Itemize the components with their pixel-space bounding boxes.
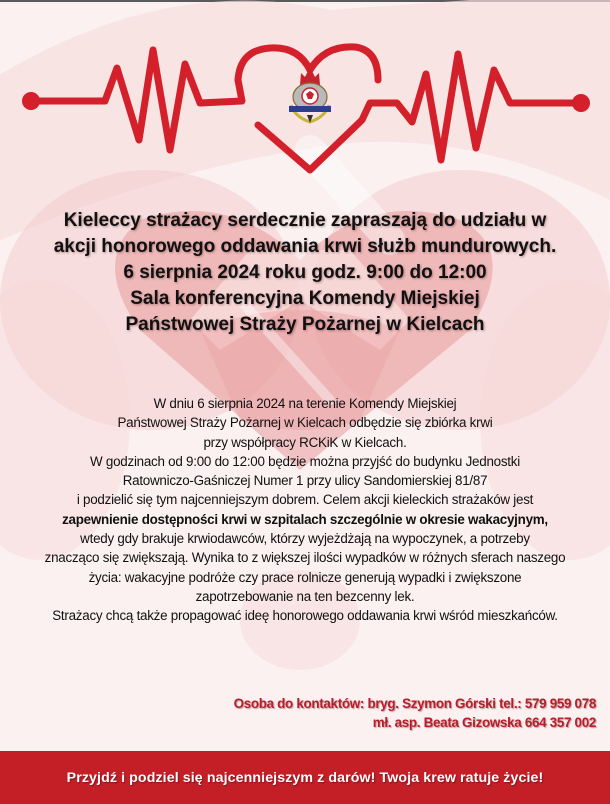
description-line: W godzinach od 9:00 do 12:00 będzie można przyjść do budynku Jednostki <box>90 453 520 469</box>
description-line: i podzielić się tym najcenniejszym dobrem. Celem akcji kieleckich strażaków jest <box>76 492 534 508</box>
event-date-time: 6 sierpnia 2024 roku godz. 9:00 do 12:00 <box>123 262 487 283</box>
contact-line-secondary: mł. asp. Beata Gizowska 664 357 002 <box>372 715 596 730</box>
description-line: Strażacy chcą także propagować ideę honorowego oddawania krwi wśród mieszkańców. <box>52 608 558 624</box>
description-line: Państwowej Straży Pożarnej w Kielcach odbędzie się zbiórka krwi <box>117 415 493 431</box>
description-line: zapewnienie dostępności krwi w szpitalach szczególnie w okresie wakacyjnym, <box>62 511 548 527</box>
description <box>0 394 610 626</box>
contact-line-primary: Osoba do kontaktów: bryg. Szymon Górski tel.: 579 959 078 <box>233 696 596 711</box>
footer-slogan: Przyjdź i podziel się najcenniejszym z darów! Twoja krew ratuje życie! <box>66 769 544 786</box>
description-line: znacząco się zwiększają. Wynika to z większej ilości wypadków w różnych sferach naszego <box>44 550 566 566</box>
headline-line: akcji honorowego oddawania krwi służb mundurowych. <box>53 236 557 257</box>
event-venue: Sala konferencyjna Komendy Miejskiej <box>130 288 480 309</box>
contact-info <box>234 694 596 732</box>
fire-service-emblem-icon <box>285 65 335 127</box>
description-line: zapotrzebowanie na ten bezcenny lek. <box>195 588 415 604</box>
description-line: wtedy gdy brakuje krwiodawców, którzy wyjeżdżają na wypoczynek, a potrzeby <box>80 531 530 547</box>
description-line: W dniu 6 sierpnia 2024 na terenie Komendy Miejskiej <box>153 396 457 411</box>
description-line: przy współpracy RCKiK w Kielcach. <box>203 434 407 450</box>
footer-banner <box>0 751 610 804</box>
description-line: Ratowniczo-Gaśniczej Numer 1 przy ulicy Sandomierskiej 81/87 <box>122 473 488 489</box>
description-line: życia: wakacyjne podróże czy prace rolnicze generują wypadki i zwiększone <box>88 569 522 585</box>
event-venue: Państwowej Straży Pożarnej w Kielcach <box>125 314 485 335</box>
headline <box>20 208 590 338</box>
headline-line: Kieleccy strażacy serdecznie zapraszają do udziału w <box>63 210 547 231</box>
